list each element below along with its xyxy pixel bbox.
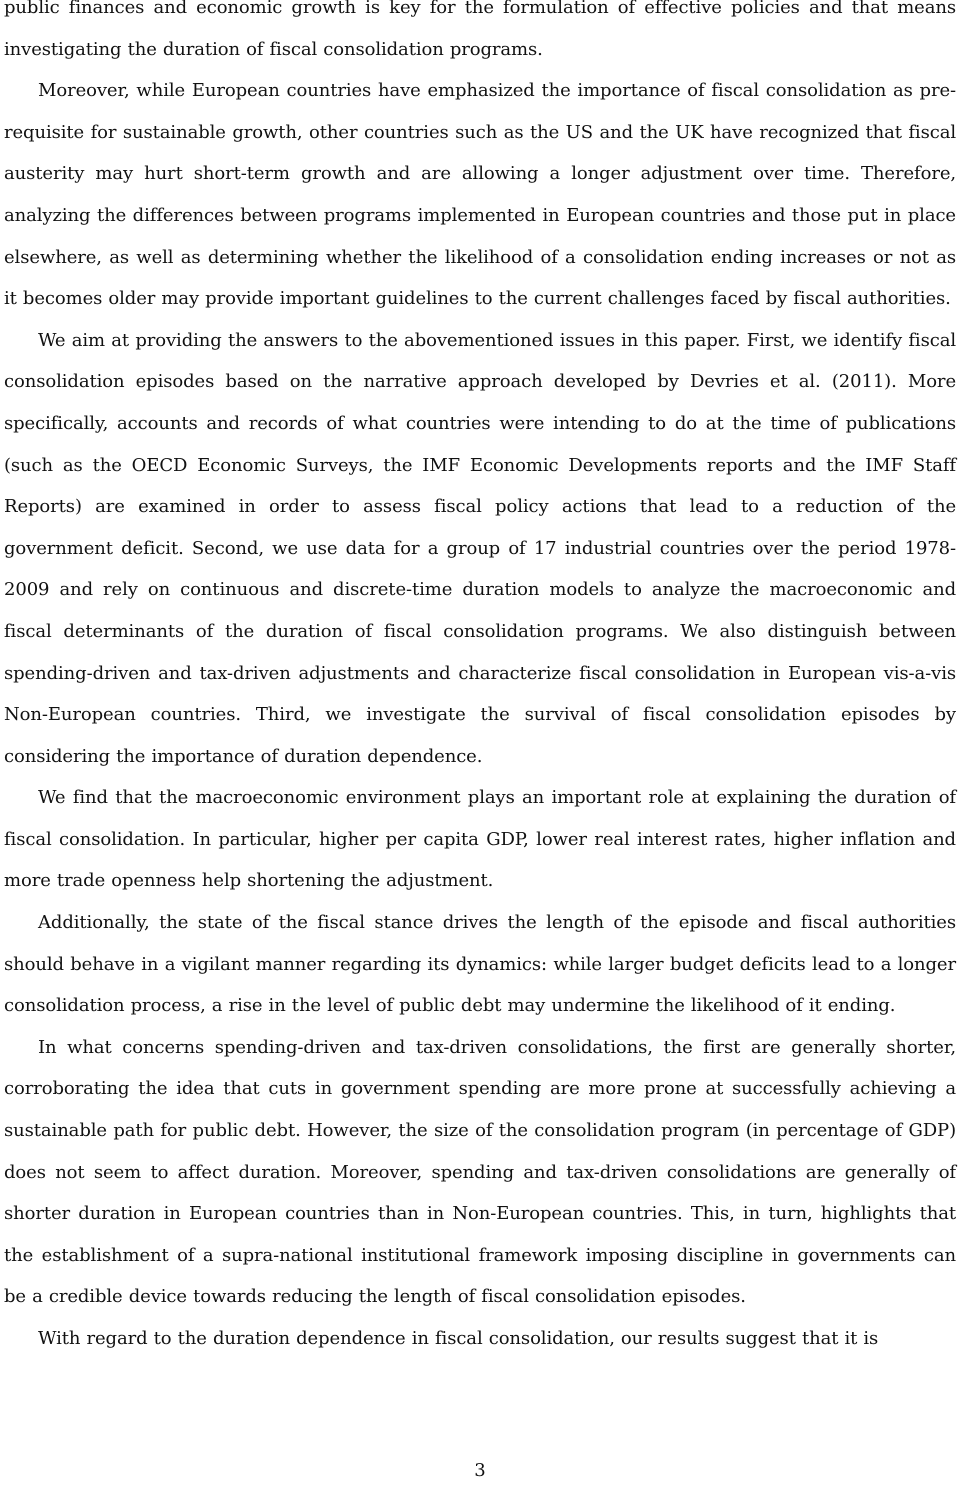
page-number: 3 — [474, 1460, 486, 1481]
paragraph-approach: We aim at providing the answers to the abovementioned issues in this paper. First, we identify fiscal consolidation episodes based on the narrative approach developed by Devries et al. (2011). More specifically, accounts and records of what countries were intending to do at the time of publications (such as the OECD Economic Surveys, the IMF Economic Developments reports and the IMF Staff Reports) are examined in order to assess fiscal policy actions that lead to a reduction of the government deficit. Second, we use data for a group of 17 industrial countries over the period 1978-2009 and rely on continuous and discrete-time duration models to analyze the macroeconomic and fiscal determinants of the duration of fiscal consolidation programs. We also distinguish between spending-driven and tax-driven adjustments and characterize fiscal consolidation in European vis-a-vis Non-European countries. Third, we investigate the survival of fiscal consolidation episodes by considering the importance of duration dependence. — [4, 329, 956, 767]
paragraph-continued: public finances and economic growth is key for the formulation of effective policies and that means investigating the duration of fiscal consolidation programs. — [4, 0, 956, 60]
paragraph-motivation: Moreover, while European countries have emphasized the importance of fiscal consolidation as pre-requisite for sustainable growth, other countries such as the US and the UK have recognized that fiscal austerity may hurt short-term growth and are allowing a longer adjustment over time. Therefore, analyzing the differences between programs implemented in European countries and those put in place elsewhere, as well as determining whether the likelihood of a consolidation ending increases or not as it becomes older may provide important guidelines to the current challenges faced by fiscal authorities. — [4, 80, 956, 310]
paragraph-duration-dependence: With regard to the duration dependence in fiscal consolidation, our results suggest that it is — [38, 1328, 879, 1349]
body-text — [4, 0, 956, 1360]
paragraph-findings-composition: In what concerns spending-driven and tax-driven consolidations, the first are generally shorter, corroborating the idea that cuts in government spending are more prone at successfully achieving a sustainable path for public debt. However, the size of the consolidation program (in percentage of GDP) does not seem to affect duration. Moreover, spending and tax-driven consolidations are generally of shorter duration in European countries than in Non-European countries. This, in turn, highlights that the establishment of a supra-national institutional framework imposing discipline in governments can be a credible device towards reducing the length of fiscal consolidation episodes. — [4, 1036, 956, 1308]
paragraph-findings-macro: We find that the macroeconomic environment plays an important role at explaining the duration of fiscal consolidation. In particular, higher per capita GDP, lower real interest rates, higher inflation and more trade openness help shortening the adjustment. — [4, 787, 956, 892]
paragraph-findings-fiscal: Additionally, the state of the fiscal stance drives the length of the episode and fiscal authorities should behave in a vigilant manner regarding its dynamics: while larger budget deficits lead to a longer consolidation process, a rise in the level of public debt may undermine the likelihood of it ending. — [4, 912, 956, 1017]
